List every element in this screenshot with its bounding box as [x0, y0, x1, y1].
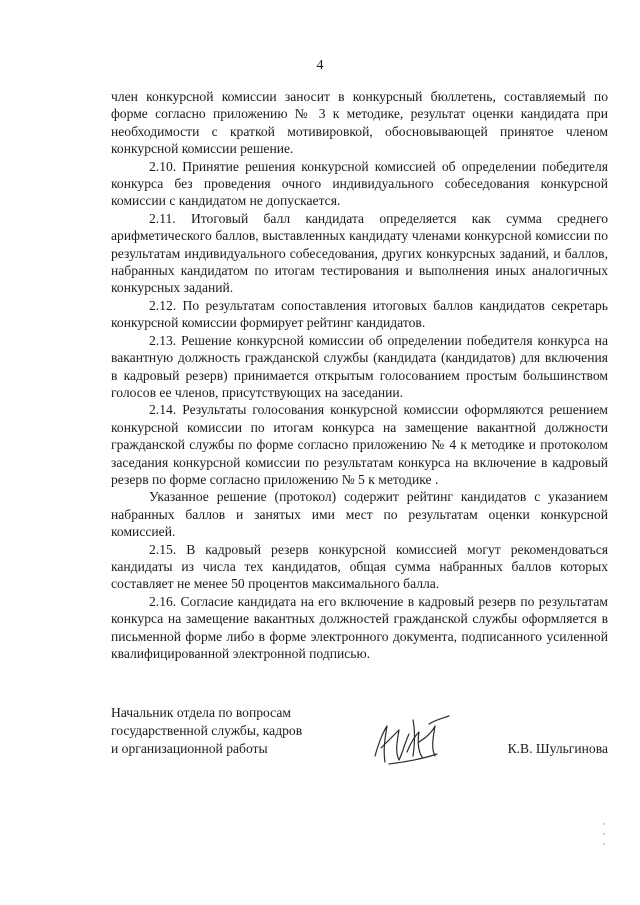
paragraph-2-13: 2.13. Решение конкурсной комиссии об определении победителя конкурса на вакантную должность гражданской службы (кандидата (кандидатов) для включения в кадровый резерв) принимается открытым голосованием простым большинством голосов ее членов, присутствующих на заседании.: [111, 332, 608, 400]
position-line: Начальник отдела по вопросам: [111, 705, 292, 720]
paragraph-continuation: член конкурсной комиссии заносит в конкурсный бюллетень, составляемый по форме согласно приложению № 3 к методике, результат оценки кандидата при необходимости с краткой мотивировкой, обосновывающей принятое членом конкурсной комиссии решение.: [111, 89, 608, 157]
paragraph-2-10: 2.10. Принятие решения конкурсной комиссией об определении победителя конкурса без проведения очного индивидуального собеседования конкурсной комиссии с кандидатом не допускается.: [111, 158, 608, 209]
signature-block: [111, 704, 608, 774]
paragraph-2-14-note: Указанное решение (протокол) содержит рейтинг кандидатов с указанием набранных баллов и занятых ими мест по результатам оценки конкурсной комиссией.: [111, 489, 608, 540]
signer-position: [111, 704, 302, 758]
handwritten-signature-icon: [369, 712, 459, 774]
position-line: государственной службы, кадров: [111, 723, 303, 738]
paragraph-2-16: 2.16. Согласие кандидата на его включение в кадровый резерв по результатам конкурса на замещение вакантных должностей гражданской службы оформляется в письменной форме либо в форме электронного документа, подписанного усиленной квалифицированной электронной подписью.: [111, 593, 608, 661]
page-number: 4: [316, 58, 324, 73]
paragraph-2-11: 2.11. Итоговый балл кандидата определяется как сумма среднего арифметического баллов, выставленных кандидату членами конкурсной комиссии по результатам индивидуального собеседования, других конкурсных заданий, и баллов, набранных кандидатом по итогам тестирования и выполнения иных аналогичных конкурсных заданий.: [111, 210, 608, 296]
position-line: и организационной работы: [111, 741, 268, 756]
paragraph-2-14: 2.14. Результаты голосования конкурсной комиссии оформляются решением конкурсной комиссии по итогам конкурса на замещение вакантной должности гражданской службы по форме согласно приложению № 4 к методике и протоколом заседания конкурсной комиссии по результатам конкурса на включение в кадровый резерв по форме согласно приложению № 5 к методике .: [111, 402, 608, 487]
paragraph-2-15: 2.15. В кадровый резерв конкурсной комиссией могут рекомендоваться кандидаты из числа тех кандидатов, общая сумма набранных баллов которых составляет не менее 50 процентов максимального балла.: [111, 541, 608, 592]
paragraph-2-12: 2.12. По результатам сопоставления итоговых баллов кандидатов секретарь конкурсной комиссии формирует рейтинг кандидатов.: [111, 297, 608, 331]
scan-artifact-icon: [602, 820, 606, 850]
document-body: [111, 88, 608, 662]
signer-name: К.В. Шульгинова: [507, 741, 608, 756]
